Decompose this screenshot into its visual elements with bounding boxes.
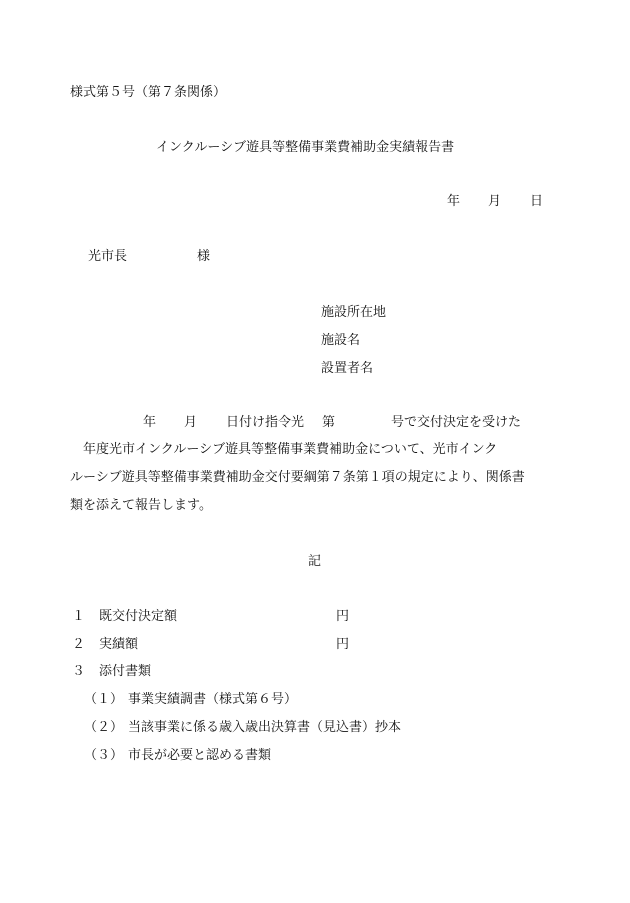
date-day: 日 — [530, 194, 544, 209]
addressee-honorific: 様 — [197, 249, 211, 264]
form-number: 様式第５号（第７条関係） — [70, 85, 227, 100]
body-year: 年 — [143, 415, 157, 430]
item-label: 添付書類 — [99, 664, 152, 679]
attachment-number: （２） — [84, 720, 124, 735]
item-unit: 円 — [336, 609, 350, 624]
body-line-4: 類を添えて報告します。 — [70, 498, 212, 513]
installer-name-label: 設置者名 — [321, 361, 374, 376]
item-number: ３ — [72, 664, 86, 679]
body-line-3: ルーシブ遊具等整備事業費補助金交付要綱第７条第１項の規定により、関係書 — [70, 470, 525, 485]
date-year: 年 — [447, 194, 461, 209]
item-label: 実績額 — [99, 637, 139, 652]
attachment-number: （１） — [84, 692, 124, 707]
document-title: インクルーシブ遊具等整備事業費補助金実績報告書 — [156, 140, 455, 155]
facility-name-label: 施設名 — [321, 333, 361, 348]
addressee-name: 光市長 — [88, 249, 128, 264]
attachment-label: 事業実績調書（様式第６号） — [128, 692, 298, 707]
attachment-label: 市長が必要と認める書類 — [128, 748, 272, 763]
item-label: 既交付決定額 — [99, 609, 178, 624]
item-number: １ — [72, 609, 86, 624]
body-month: 月 — [184, 415, 198, 430]
body-no-suffix: 号で交付決定を受けた — [391, 415, 522, 430]
ki-heading: 記 — [308, 554, 322, 569]
item-unit: 円 — [336, 637, 350, 652]
body-no-prefix: 第 — [322, 415, 336, 430]
attachment-number: （３） — [84, 748, 124, 763]
attachment-label: 当該事業に係る歳入歳出決算書（見込書）抄本 — [128, 720, 402, 735]
item-number: ２ — [72, 637, 86, 652]
body-day-order: 日付け指令光 — [226, 415, 305, 430]
date-month: 月 — [488, 194, 502, 209]
facility-location-label: 施設所在地 — [321, 305, 387, 320]
body-line-2: 年度光市インクルーシブ遊具等整備事業費補助金について、光市インク — [70, 442, 498, 457]
